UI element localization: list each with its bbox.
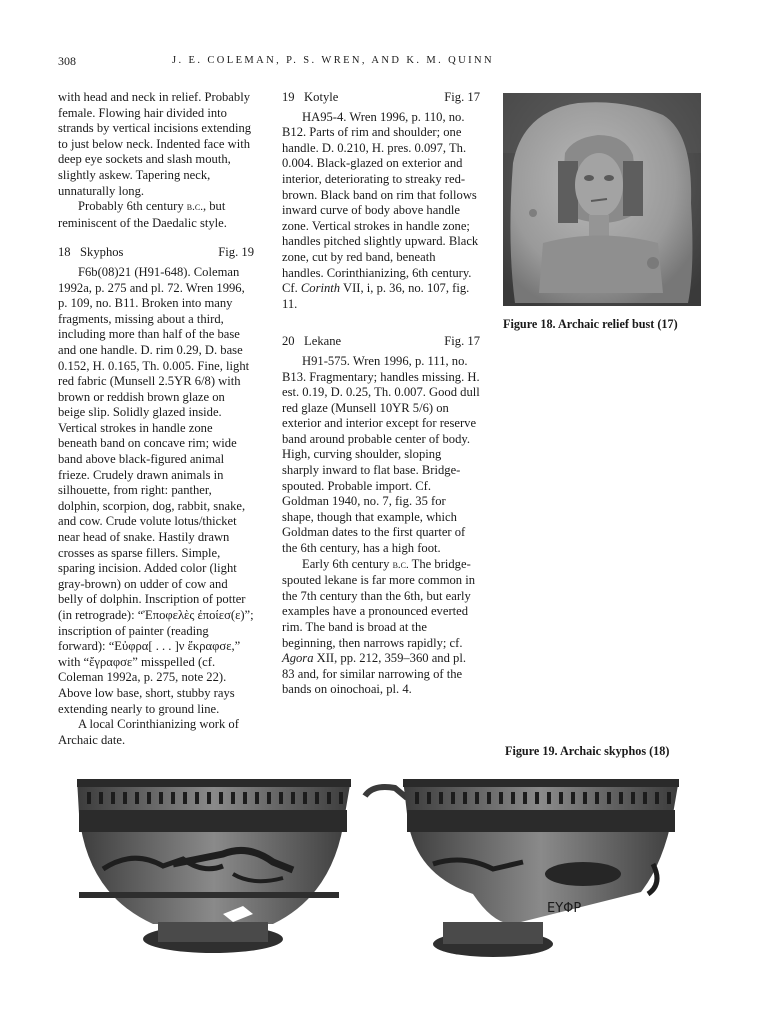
figure-18-caption: Figure 18. Archaic relief bust (17) <box>503 317 678 331</box>
entry-18-heading <box>58 245 254 261</box>
entry-18-number: 18 <box>58 245 71 260</box>
text-column-left <box>58 90 254 748</box>
entry-18-description: F6b(08)21 (H91-648). Coleman 1992a, p. 275 and pl. 72. Wren 1996, p. 109, no. B11. Broken into many fragments, missing about a third, including more than half of the base and one handle. D. rim 0.29, D. base 0.152, H. 0.165, Th. 0.005. Fine, light red fabric (Munsell 2.5YR 6/8) with brown or reddish brown glaze on beige slip. Solidly glazed inside. Vertical strokes in handle zone beneath band on concave rim; wide band above black-figured animal frieze. Crudely drawn animals in silhouette, from right: panther, dolphin, scorpion, dog, rabbit, snake, and cow. Crude volute lotus/thicket near head of snake. Hastily drawn crosses as sparse fillers. Simple, sparing incision. Added color (light gray-brown) on udder of cow and belly of dolphin. Inscription of potter (in retrograde): “Ἐποφελὲς ἐποίεσ(ε)”; inscription of painter (reading forward): “Εὐφρα[ . . . ]ν ἔκραφσε,” with “ἔγραφσε” misspelled (cf. Coleman 1992a, p. 275, note 22). Above low base, short, stubby rays extending nearly to ground line. <box>58 264 254 716</box>
skyphos-right-view <box>365 779 679 957</box>
entry-18-conclusion: A local Corinthianizing work of Archaic date. <box>58 717 239 747</box>
entry-19-description: HA95-4. Wren 1996, p. 110, no. B12. Parts of rim and shoulder; one handle. D. 0.210, H. pres. 0.097, Th. 0.004. Black-glazed on exterior and interior, deteriorating to streaky red-brown. Black band on rim that follows inward curve of body above handle zone. Vertical strokes in handle zone; handles pitched slightly upward. Black zone, cut by red band, beneath handles. Corinthianizing, 6th century. Cf. Corinth VII, i, p. 36, no. 107, fig. 11. <box>282 109 479 311</box>
entry-20-heading <box>282 334 480 350</box>
entry-19-fig-ref: Fig. 17 <box>444 90 480 104</box>
relief-bust-photo <box>503 93 701 306</box>
date-paragraph: Probably 6th century b.c., but reminiscent of the Daedalic style. <box>58 199 227 230</box>
entry-19-number: 19 <box>282 90 295 104</box>
running-head: J. E. COLEMAN, P. S. WREN, AND K. M. QUINN <box>172 55 494 66</box>
page-number: 308 <box>58 54 76 68</box>
entry-18-fig-ref: Fig. 19 <box>218 245 254 260</box>
skyphos-inscription: ΕΥΦΡ <box>547 901 582 916</box>
entry-20-description: H91-575. Wren 1996, p. 111, no. B13. Fragmentary; handles missing. H. est. 0.19, D. 0.25, Th. 0.007. Good dull red glaze (Munsell 10YR 5/6) on exterior and interior except for reserve band around probable center of body. High, curving shoulder, sloping sharply inward to flat base. Bridge-spouted. Probable import. Cf. Goldman 1940, no. 7, fig. 35 for shape, though that example, which Goldman dates to the first quarter of the 6th century, has a high foot. <box>282 353 480 556</box>
figure-19-caption: Figure 19. Archaic skyphos (18) <box>505 744 670 758</box>
continuation-paragraph: with head and neck in relief. Probably female. Flowing hair divided into strands by vertical incisions extending to just below neck. Indented face with deep eye sockets and slash mouth, slightly askew. Tapering neck, unnaturally long. <box>58 90 252 198</box>
entry-19-heading <box>282 90 480 106</box>
entry-20-title: Lekane <box>304 334 342 349</box>
entry-18-title: Skyphos <box>80 245 124 260</box>
entry-20-discussion: Early 6th century b.c. The bridge-spouted lekane is far more common in the 7th century than the 6th, but early examples have a pronounced everted rim. The band is broad at the beginning, then narrows rapidly; cf. Agora XII, pp. 212, 359–360 and pl. 83 and, for similar narrowing of the bands on oinochoai, pl. 4. <box>282 556 476 697</box>
entry-19-title: Kotyle <box>304 90 339 104</box>
skyphos-left-view <box>77 779 351 953</box>
entry-20-number: 20 <box>282 334 295 349</box>
text-column-middle <box>282 90 480 698</box>
skyphos-photo <box>73 774 681 964</box>
entry-20-fig-ref: Fig. 17 <box>444 334 480 349</box>
